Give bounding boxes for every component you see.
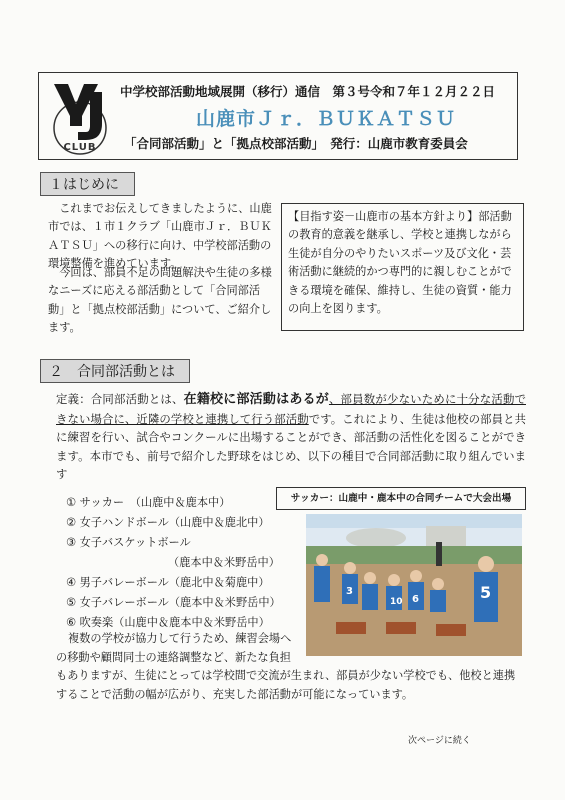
- issue-info: 中学校部活動地域展開（移行）通信 第３号令和７年１２月２２日: [120, 84, 496, 99]
- closing-line: もありますが、生徒にとっては学校間で交流が生まれ、部員が少ない学校でも、他校と連携することで活動の幅が広がり、充実した部活動が可能になっています。: [56, 669, 516, 701]
- section-heading-joint-club: [40, 359, 190, 383]
- svg-text:5: 5: [480, 583, 492, 602]
- list-item: ⑥ 吹奏楽（山鹿中＆鹿本中＆米野岳中）: [66, 616, 270, 629]
- list-item: ① サッカー （山鹿中＆鹿本中）: [66, 496, 231, 509]
- intro-text-2: 今回は、部員不足の問題解決や生徒の多様なニーズに応える部活動として「合同部活動」と「拠点校部活動」について、ご紹介します。: [48, 266, 272, 335]
- closing-paragraph: [56, 630, 526, 704]
- intro-paragraph: [48, 200, 276, 274]
- definition-paragraph: [56, 390, 526, 484]
- list-item: ③ 女子バスケットボール: [66, 536, 191, 549]
- svg-text:CLUB: CLUB: [63, 142, 97, 153]
- svg-text:6: 6: [412, 594, 419, 605]
- closing-line: 複数の学校が協力して行うため、練習会場へ: [68, 632, 292, 645]
- section-number: ２: [49, 364, 63, 380]
- policy-box: 【目指す姿－山鹿市の基本方針より】部活動の教育的意義を継承し、学校と連携しながら生徒が自分のやりたいスポーツ及び文化・芸術活動に継続的かつ専門的に親しむことができる環境を確保、維持し、生徒の資質・能力の向上を図ります。: [281, 203, 524, 331]
- svg-text:10: 10: [390, 597, 403, 607]
- intro-paragraph-2: [48, 264, 276, 338]
- section-heading-intro: [40, 172, 135, 196]
- continued-note: 次ページに続く: [408, 736, 471, 746]
- list-item: ④ 男子バレーボール（鹿北中＆菊鹿中）: [66, 576, 270, 589]
- section-number: １: [49, 177, 63, 193]
- svg-text:3: 3: [346, 586, 353, 597]
- list-item: （鹿本中＆米野岳中）: [168, 556, 280, 569]
- photo-caption: サッカー：山鹿中・鹿本中の合同チームで大会出場: [276, 487, 526, 510]
- definition-underlined: 、部員数が少ないために十分な活動できない場合に、近隣の学校と連携して行う部活動: [56, 392, 526, 426]
- newsletter-title: 山鹿市Ｊｒ．ＢＵＫＡＴＳＵ: [196, 108, 457, 130]
- issue-subtitle: 「合同部活動」と「拠点校部活動」 発行：山鹿市教育委員会: [124, 136, 468, 151]
- section-title: 合同部活動とは: [77, 364, 175, 380]
- closing-line: の移動や顧問同士の連絡調整など、新たな負担: [56, 650, 291, 664]
- section-title: はじめに: [63, 177, 119, 193]
- list-item: ② 女子ハンドボール（山鹿中＆鹿北中）: [66, 516, 270, 529]
- intro-text: これまでお伝えしてきましたように、山鹿市では、１市１クラブ「山鹿市Ｊｒ．ＢＵＫＡＴＳＵ」への移行に向け、中学校部活動の環境整備を進めています。: [48, 202, 272, 271]
- definition-emphasis: 在籍校に部活動はあるが: [183, 392, 329, 407]
- list-item: ⑤ 女子バレーボール（鹿本中＆米野岳中）: [66, 596, 281, 609]
- definition-lead: 定義：合同部活動とは、: [56, 392, 184, 406]
- yj-club-logo: [44, 78, 116, 156]
- definition-rest: です。これにより、生徒は他校の部員と共に練習を行い、試合やコンクールに出場することができ、部活動の活性化を図ることができます。本市でも、前号で紹介した野球をはじめ、以下の種目で合同部活動に取り組んでいます: [56, 411, 526, 482]
